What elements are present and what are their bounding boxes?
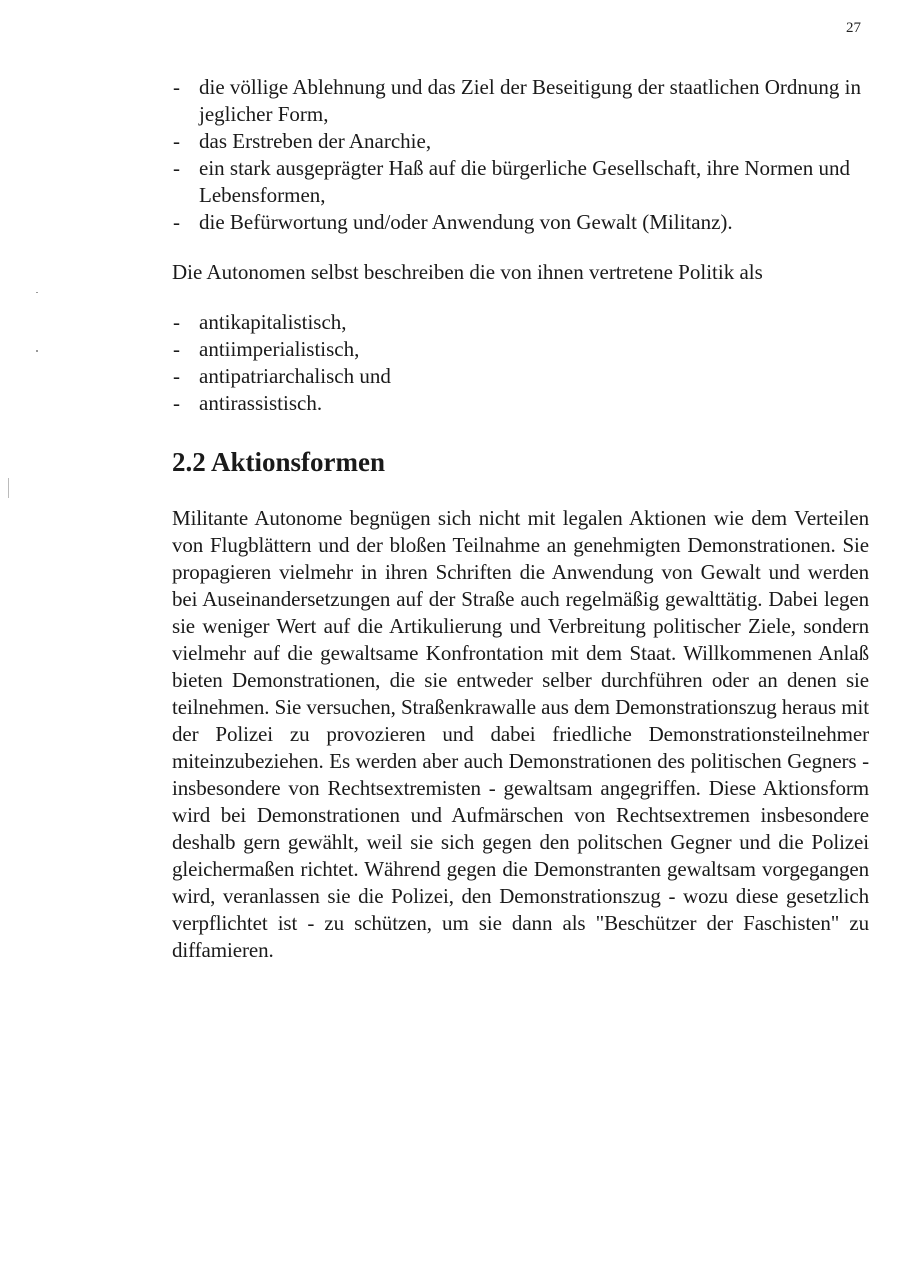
scan-mark: [36, 292, 38, 293]
list-item: - antikapitalistisch,: [172, 309, 869, 336]
scan-mark: [36, 350, 38, 352]
page-number: 27: [846, 20, 861, 36]
section-heading: 2.2 Aktionsformen: [172, 447, 386, 477]
page-content: [172, 74, 869, 964]
list-item: - antirassistisch.: [172, 390, 869, 417]
list-item: - antipatriarchalisch und: [172, 363, 869, 390]
list-item: - die völlige Ablehnung und das Ziel der Beseitigung der staatlichen Ordnung in jeglicher Form,: [172, 74, 869, 128]
list-item: - ein stark ausgeprägter Haß auf die bürgerliche Gesellschaft, ihre Normen und Lebensformen,: [172, 155, 869, 209]
rejection-list: [172, 74, 869, 236]
intro-paragraph: Die Autonomen selbst beschreiben die von ihnen vertretene Politik als: [172, 260, 763, 284]
scan-mark: [8, 478, 9, 498]
list-item: - antiimperialistisch,: [172, 336, 869, 363]
body-paragraph: Militante Autonome begnügen sich nicht mit legalen Aktionen wie dem Verteilen von Flugblättern und der bloßen Teilnahme an genehmigten Demonstrationen. Sie propagieren vielmehr in ihren Schriften die Anwendung von Gewalt und werden bei Auseinandersetzungen auf der Straße auch regelmäßig gewalttätig. Dabei legen sie weniger Wert auf die Artikulierung und Verbreitung politischer Ziele, sondern vielmehr auf die gewaltsame Konfrontation mit dem Staat. Willkommenen Anlaß bieten Demonstrationen, die sie entweder selber durchführen oder an denen sie teilnehmen. Sie versuchen, Straßenkrawalle aus dem Demonstrationszug heraus mit der Polizei zu provozieren und dabei friedliche Demonstrationsteilnehmer miteinzubeziehen. Es werden aber auch Demonstrationen des politischen Gegners - insbesondere von Rechtsextremisten - gewaltsam angegriffen. Diese Aktionsform wird bei Demonstrationen und Aufmärschen von Rechtsextremen insbesondere deshalb gern gewählt, weil sie sich gegen den politschen Gegner und die Polizei gleichermaßen richtet. Während gegen die Demonstranten gewaltsam vorgegangen wird, veranlassen sie die Polizei, den Demonstrationszug - wozu diese gesetzlich verpflichtet ist - zu schützen, um sie dann als "Beschützer der Faschisten" zu diffamieren.: [172, 506, 869, 962]
politics-list: [172, 309, 869, 417]
list-item: - die Befürwortung und/oder Anwendung von Gewalt (Militanz).: [172, 209, 869, 236]
list-item: - das Erstreben der Anarchie,: [172, 128, 869, 155]
